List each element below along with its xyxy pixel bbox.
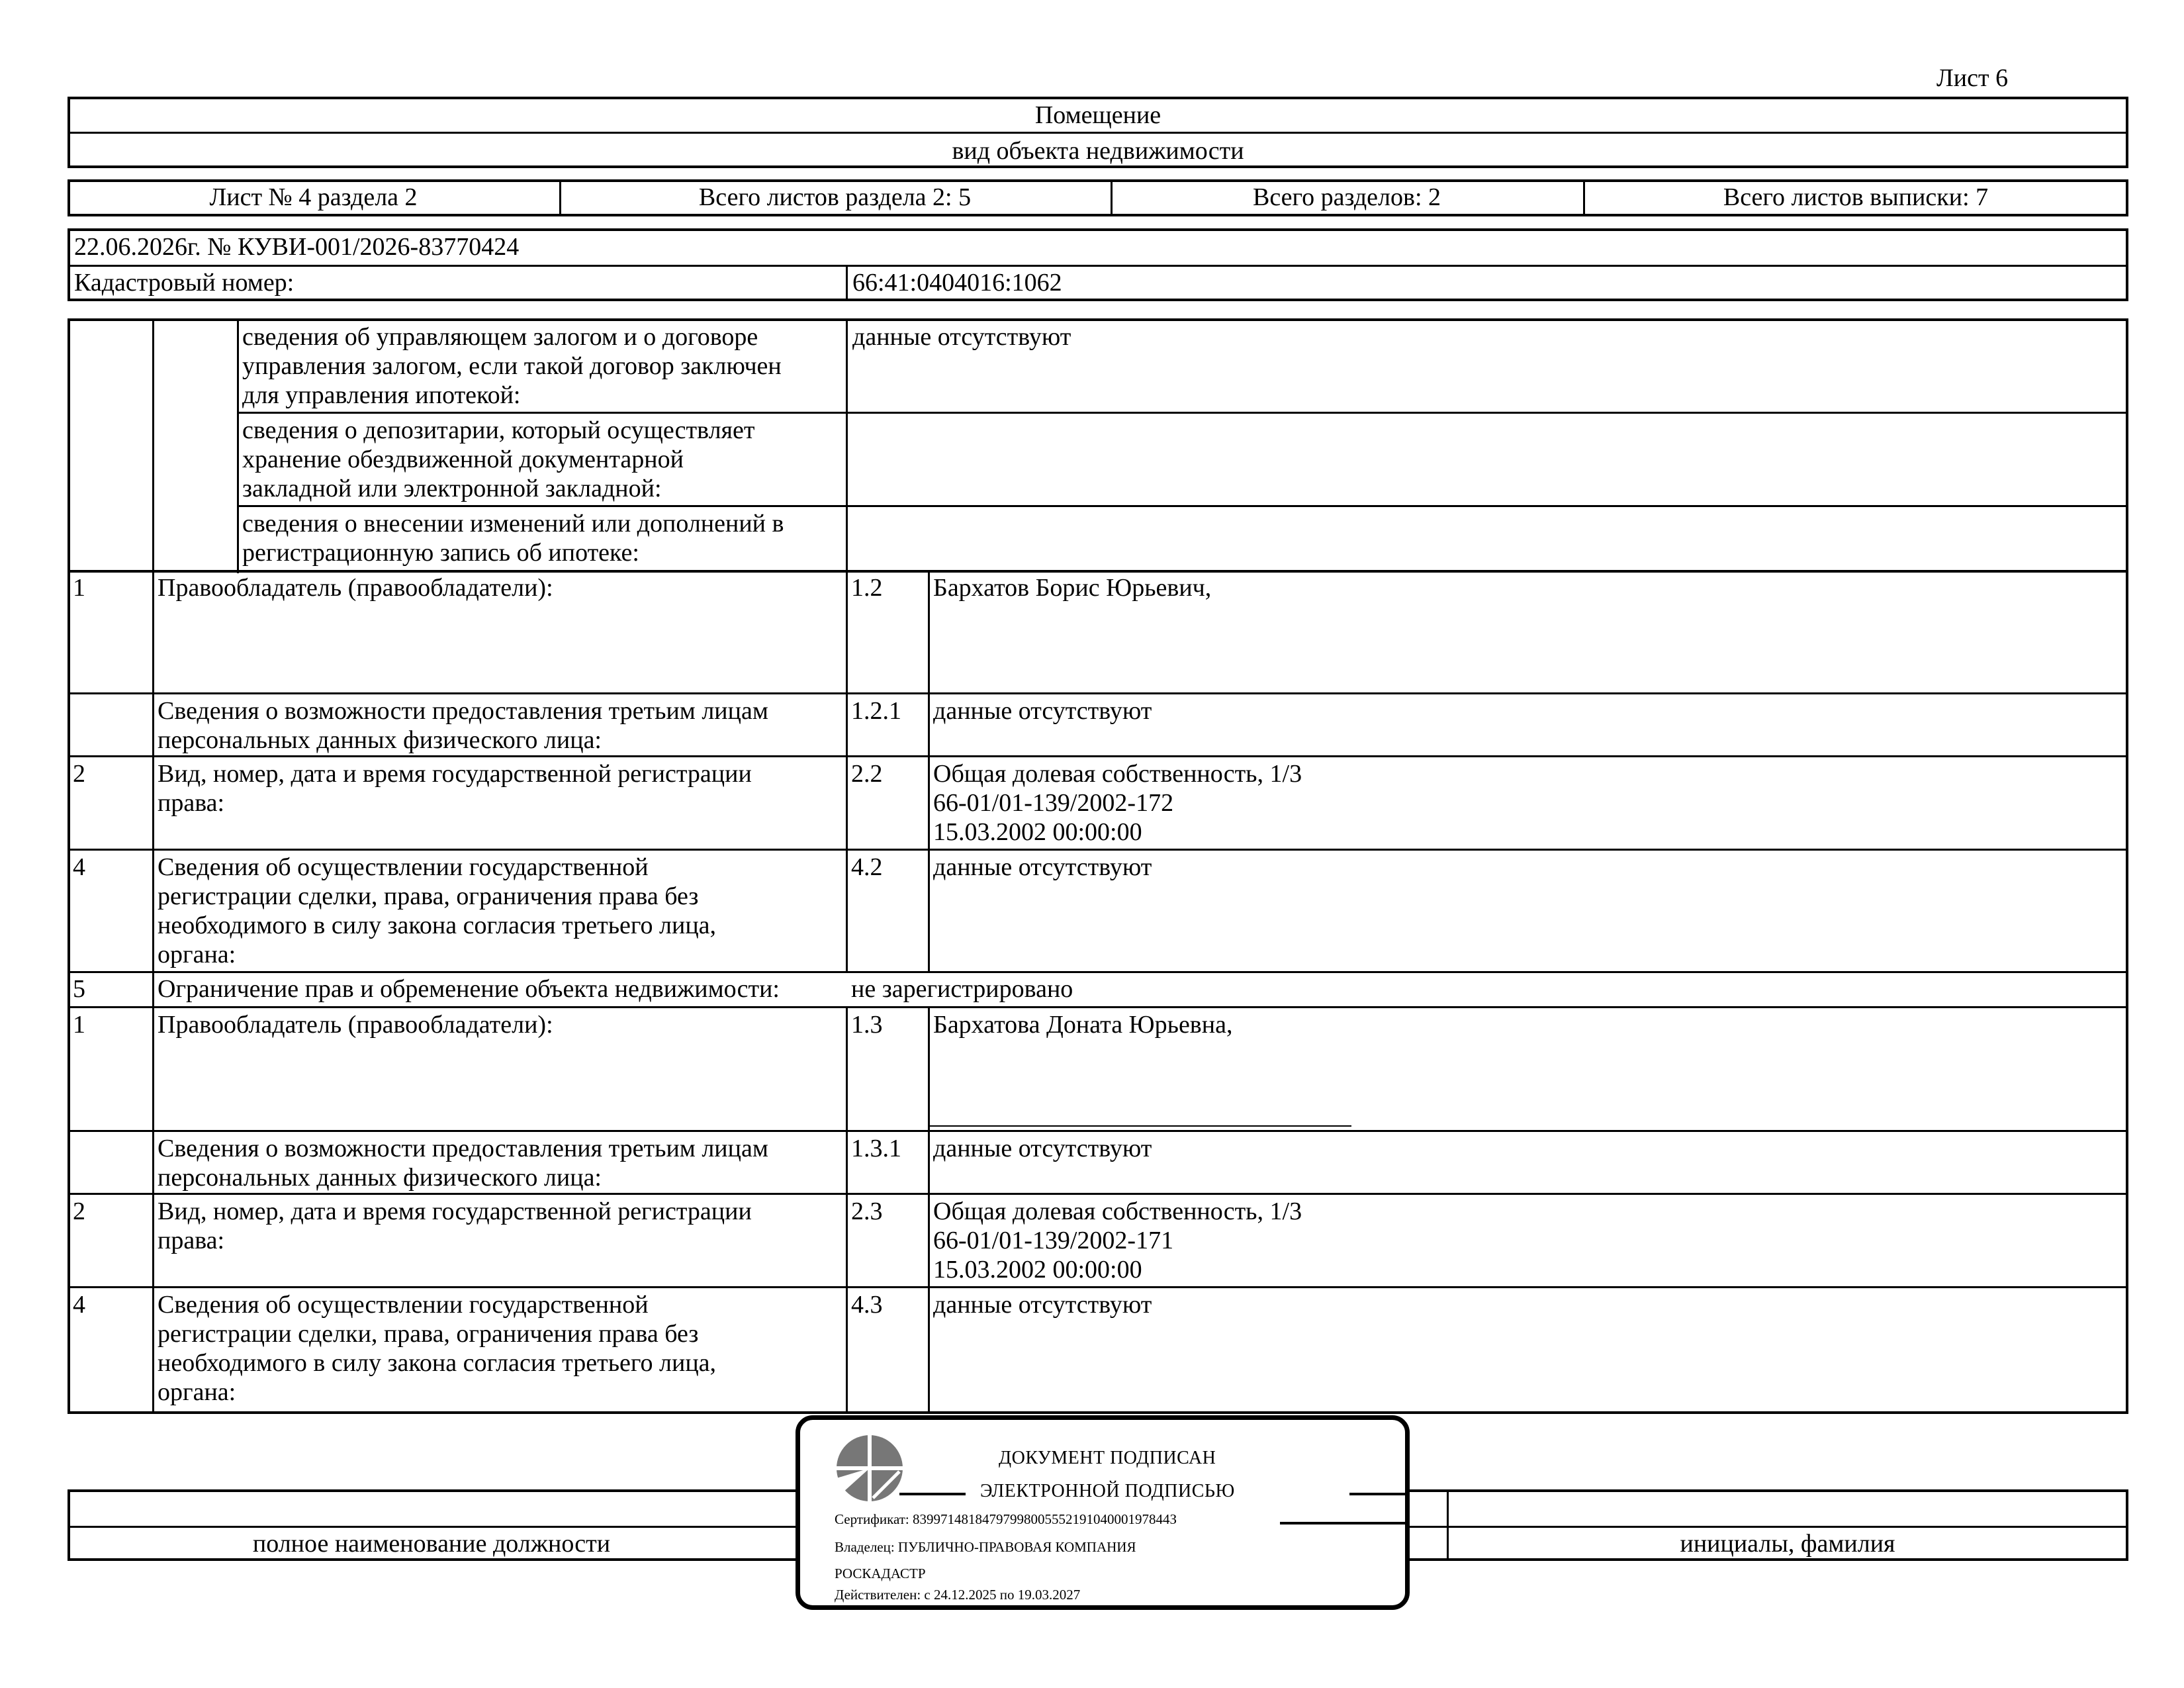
row-code: 4.2 — [851, 853, 883, 881]
cadastral-label: Кадастровый номер: — [74, 269, 295, 297]
row-code: 4.3 — [851, 1291, 883, 1319]
cadastral-divider — [846, 265, 848, 301]
rights-divider — [68, 1006, 2128, 1008]
rights-divider — [68, 1130, 2128, 1132]
row-label: Вид, номер, дата и время государственной регистрации права: — [158, 1197, 752, 1254]
rights-col-label-bottom — [846, 1008, 848, 1414]
row-label: Вид, номер, дата и время государственной регистрации права: — [158, 760, 752, 817]
row-label: Ограничение прав и обременение объекта недвижимости: — [158, 975, 780, 1003]
sheet-label: Лист 6 — [1936, 64, 2009, 92]
row-number: 4 — [73, 853, 85, 881]
stamp-rule-2 — [1349, 1493, 1408, 1495]
mortgage-divider-2 — [237, 505, 2128, 507]
row-code: 2.3 — [851, 1197, 883, 1225]
row-label: Правообладатель (правообладатели): — [158, 574, 553, 602]
row-value: Бархатова Доната Юрьевна, — [933, 1011, 1233, 1039]
stamp-certificate: Сертификат: 8399714818479799800555219104000197844З — [835, 1511, 1177, 1527]
row-value: данные отсутствуют — [933, 853, 1152, 881]
rights-col-code-bottom — [928, 1008, 930, 1414]
mortgage-divider-1 — [237, 412, 2128, 414]
e-signature-stamp — [796, 1415, 1410, 1610]
rights-divider — [68, 1193, 2128, 1195]
mortgage-col-a — [152, 318, 154, 573]
row-value: Общая долевая собственность, 1/3 66-01/01-139/2002-172 15.03.2002 00:00:00 — [933, 760, 1302, 846]
row-label: Сведения о возможности предоставления третьим лицам персональных данных физического лица: — [158, 697, 768, 754]
row-code: 1.3 — [851, 1011, 883, 1039]
mortgage-row-label: сведения об управляющем залогом и о договоре управления залогом, если такой договор заключен для управления ипотекой: — [242, 323, 782, 409]
doc-ref-divider — [68, 265, 2128, 267]
doc-ref: 22.06.2026г. № КУВИ-001/2026-83770424 — [74, 233, 520, 261]
row-value: Бархатов Борис Юрьевич, — [933, 574, 1212, 602]
rights-col-label-top — [846, 570, 848, 972]
header-divider — [68, 132, 2128, 134]
stamp-line-2: ЭЛЕКТРОННОЙ ПОДПИСЬЮ — [980, 1481, 1235, 1501]
row-label: Сведения об осуществлении государственной регистрации сделки, права, ограничения права без необходимого в силу закона согласия третьего лица, органа: — [158, 1291, 717, 1406]
row-code: 1.2.1 — [851, 697, 901, 725]
row-label: Правообладатель (правообладатели): — [158, 1011, 553, 1039]
stamp-valid: Действителен: с 24.12.2025 по 19.03.2027 — [835, 1587, 1081, 1603]
sheet-of-section: Лист № 4 раздела 2 — [209, 183, 418, 211]
total-section-sheets: Всего листов раздела 2: 5 — [698, 183, 972, 211]
row-value: данные отсутствуют — [933, 1135, 1152, 1162]
row-label: Сведения об осуществлении государственной регистрации сделки, права, ограничения права без необходимого в силу закона согласия третьего лица, органа: — [158, 853, 717, 968]
stamp-owner-2: РОСКАДАСТР — [835, 1566, 926, 1581]
row-code: 1.2 — [851, 574, 883, 602]
mortgage-row-label: сведения о депозитарии, который осуществляет хранение обездвиженной документарной закладной или электронной закладной: — [242, 416, 755, 502]
cadastral-value: 66:41:0404016:1062 — [852, 269, 1062, 297]
row-value: данные отсутствуют — [933, 1291, 1152, 1319]
total-sections: Всего разделов: 2 — [1252, 183, 1441, 211]
rights-divider — [68, 971, 2128, 973]
rights-col-code-top — [928, 570, 930, 972]
row-value: данные отсутствуют — [933, 697, 1152, 725]
stamp-line-1: ДОКУМЕНТ ПОДПИСАН — [999, 1448, 1216, 1468]
row-number: 5 — [73, 975, 85, 1003]
row-number: 1 — [73, 574, 85, 602]
position-caption: полное наименование должности — [252, 1530, 611, 1558]
row-number: 1 — [73, 1011, 85, 1039]
mortgage-col-b — [237, 318, 239, 573]
mortgage-col-c — [846, 318, 848, 573]
row-code: 1.3.1 — [851, 1135, 901, 1162]
rights-divider — [68, 849, 2128, 851]
row-number: 4 — [73, 1291, 85, 1319]
stamp-rule-1 — [899, 1493, 966, 1495]
mortgage-row-label: сведения о внесении изменений или дополнений в регистрационную запись об ипотеке: — [242, 510, 784, 567]
underline-mark — [928, 1125, 1351, 1127]
rights-divider — [68, 692, 2128, 694]
row-code: 2.2 — [851, 760, 883, 788]
rights-divider — [68, 755, 2128, 757]
row-value: не зарегистрировано — [851, 975, 1073, 1003]
rights-divider — [68, 1286, 2128, 1288]
row-number: 2 — [73, 760, 85, 788]
row-label: Сведения о возможности предоставления третьим лицам персональных данных физического лица: — [158, 1135, 768, 1192]
total-extract-sheets: Всего листов выписки: 7 — [1723, 183, 1989, 211]
row-value: Общая долевая собственность, 1/3 66-01/01-139/2002-171 15.03.2002 00:00:00 — [933, 1197, 1302, 1284]
name-caption: инициалы, фамилия — [1680, 1530, 1895, 1558]
stamp-owner: Владелец: ПУБЛИЧНО-ПРАВОВАЯ КОМПАНИЯ — [835, 1539, 1136, 1555]
mortgage-row-value: данные отсутствуют — [852, 323, 1071, 351]
stamp-rule-3 — [1280, 1522, 1408, 1524]
emblem-icon — [833, 1432, 906, 1505]
object-name: Помещение — [1034, 101, 1161, 129]
object-type-caption: вид объекта недвижимости — [952, 137, 1244, 165]
row-number: 2 — [73, 1197, 85, 1225]
